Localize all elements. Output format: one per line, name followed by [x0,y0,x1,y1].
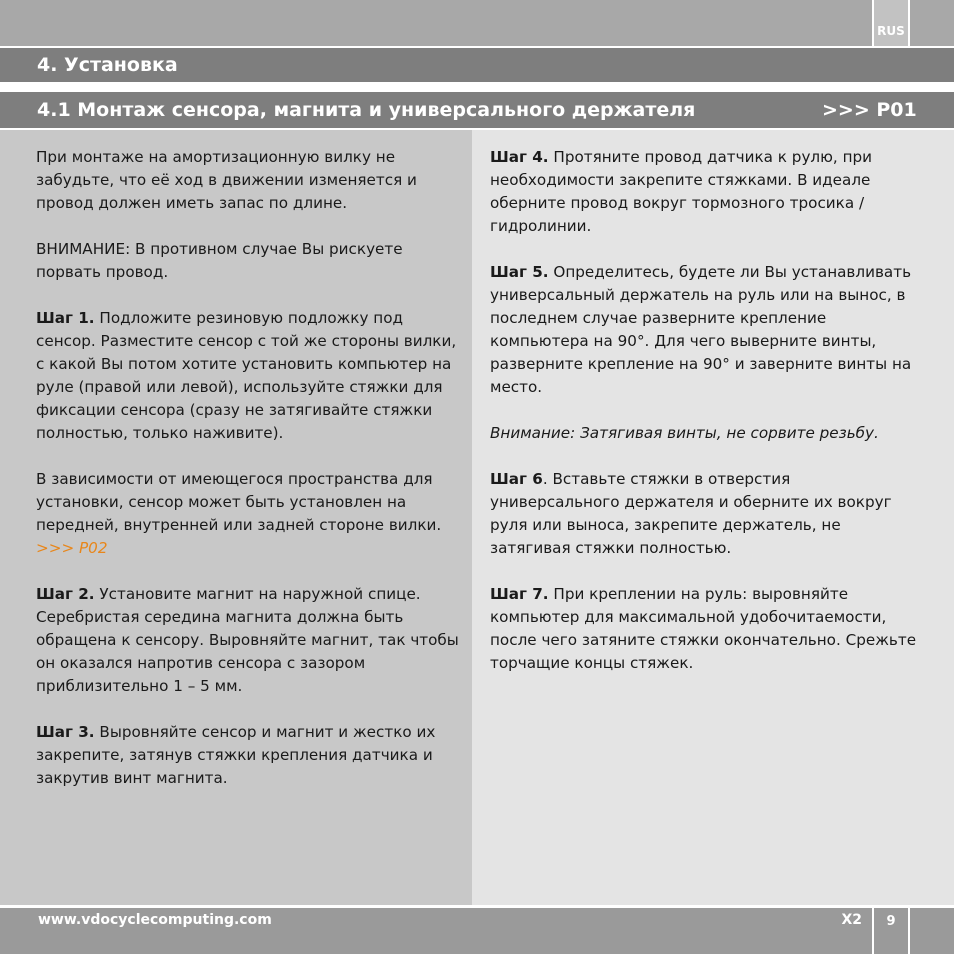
language-tab: RUS [874,0,908,46]
right-column-text [490,146,920,698]
footer-corner [910,908,954,954]
step-label: Шаг 1. [36,309,95,327]
page-reference: >>> P01 [822,99,917,121]
paragraph-text: В зависимости от имеющегося пространства для установки, сенсор может быть установлен на передней, внутренней или задней стороне вилки. [36,470,442,534]
step-label: Шаг 4. [490,148,549,166]
step-text: При креплении на руль: выровняйте компьютер для максимальной удобочитаемости, после чего затяните стяжки окончательно. Срежьте торчащие концы стяжек. [490,585,917,672]
paragraph-mounting-position [36,468,462,560]
step-label: Шаг 2. [36,585,95,603]
model-name: X2 [841,912,862,928]
paragraph-warning: ВНИМАНИЕ: В противном случае Вы рискуете порвать провод. [36,240,403,281]
step-text: Выровняйте сенсор и магнит и жестко их закрепите, затянув стяжки крепления датчика и закрутив винт магнита. [36,723,436,787]
step-5 [490,261,920,399]
step-text: Протяните провод датчика к рулю, при необходимости закрепите стяжками. В идеале оберните провод вокруг тормозного тросика / гидролинии. [490,148,873,235]
step-6 [490,468,920,560]
paragraph-intro: При монтаже на амортизационную вилку не забудьте, что её ход в движении изменяется и провод должен иметь запас по длине. [36,148,417,212]
step-1 [36,307,462,445]
step-label: Шаг 5. [490,263,549,281]
step-2 [36,583,462,698]
step-7 [490,583,920,675]
step-label: Шаг 6 [490,470,543,488]
step-label: Шаг 7. [490,585,549,603]
step-4 [490,146,920,238]
step-text: Подложите резиновую подложку под сенсор. Разместите сенсор с той же стороны вилки, с какой Вы потом хотите установить компьютер на руле (правой или левой), используйте стяжки для фиксации сенсора (сразу не затягивайте стяжки полностью, только наживите). [36,309,457,442]
screw-warning: Внимание: Затягивая винты, не сорвите резьбу. [490,424,879,442]
website-link[interactable]: www.vdocyclecomputing.com [38,912,272,928]
subsection-header [0,92,954,128]
top-bar [0,0,872,46]
step-text: Установите магнит на наружной спице. Серебристая середина магнита должна быть обращена к сенсору. Выровняйте магнит, так чтобы он оказался напротив сенсора с зазором приблизительно 1 – 5 мм. [36,585,459,695]
section-header [0,48,954,82]
left-column-text [36,146,462,813]
section-title: 4. Установка [37,54,178,76]
step-text: Определитесь, будете ли Вы устанавливать универсальный держатель на руль или на вынос, в последнем случае разверните крепление компьютера на 90°. Для чего выверните винты, разверните крепление на 90° и заверните винты на место. [490,263,912,396]
top-bar-corner [910,0,954,46]
subsection-title: 4.1 Монтаж сенсора, магнита и универсального держателя [37,99,696,121]
step-label: Шаг 3. [36,723,95,741]
page-link-p02[interactable]: >>> P02 [36,539,108,557]
step-text: . Вставьте стяжки в отверстия универсального держателя и оберните их вокруг руля или выноса, закрепите держатель, не затягивая стяжки полностью. [490,470,892,557]
step-3 [36,721,462,790]
footer-divider [0,905,954,907]
footer-bar [0,908,872,954]
page-number: 9 [874,908,908,954]
